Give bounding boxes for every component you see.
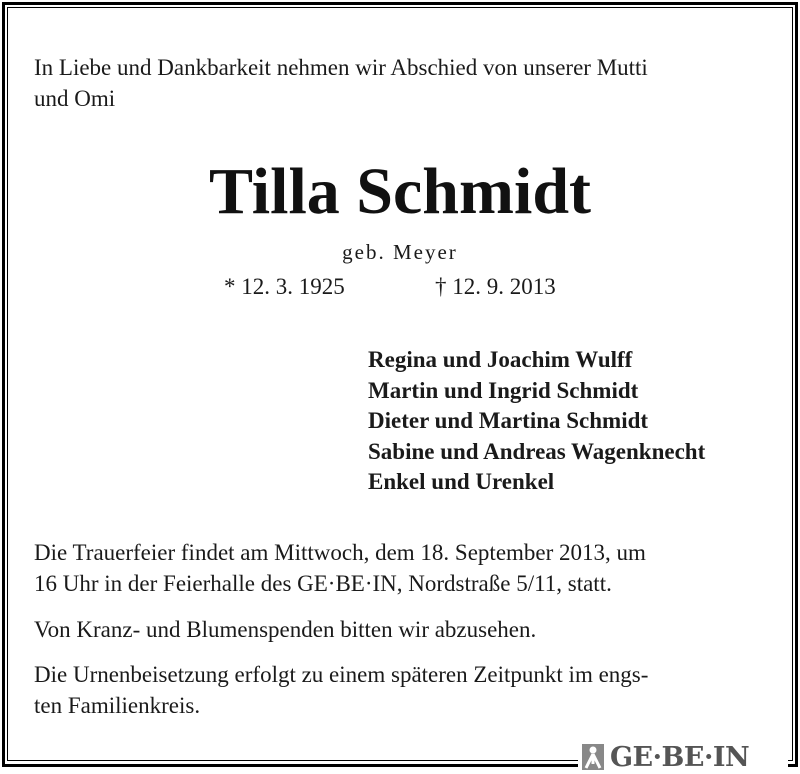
family-member: Dieter und Martina Schmidt — [368, 408, 649, 433]
gebein-logo — [578, 740, 788, 774]
text-line: Die Trauerfeier findet am Mittwoch, dem 18. September 2013, um — [34, 540, 646, 565]
death-date: † 12. 9. 2013 — [435, 274, 556, 299]
border-bottom-left — [2, 764, 578, 767]
deceased-name: Tilla Schmidt — [208, 155, 592, 228]
family-member: Enkel und Urenkel — [368, 469, 555, 494]
intro-line: und Omi — [34, 86, 116, 111]
text-line: ten Familienkreis. — [34, 693, 201, 718]
urn-info — [34, 659, 774, 721]
family-member: Regina und Joachim Wulff — [368, 347, 633, 372]
intro-line: In Liebe und Dankbarkeit nehmen wir Abschied von unserer Mutti — [34, 55, 648, 80]
birth-name: geb. Meyer — [342, 240, 458, 264]
funeral-info — [34, 537, 774, 599]
intro-text — [34, 52, 774, 114]
family-member: Martin und Ingrid Schmidt — [368, 377, 639, 403]
birth-date: * 12. 3. 1925 — [224, 274, 345, 299]
logo-text: GE·BE·IN — [610, 741, 750, 773]
text-line: Die Urnenbeisetzung erfolgt zu einem späteren Zeitpunkt im engs- — [34, 662, 649, 687]
border-bottom-inner-left — [7, 760, 578, 761]
text-line: Von Kranz- und Blumenspenden bitten wir abzusehen. — [34, 617, 537, 642]
flowers-note — [34, 614, 774, 645]
family-list — [368, 345, 705, 498]
family-member: Sabine und Andreas Wagenknecht — [368, 438, 706, 464]
person-figure-icon — [582, 744, 604, 770]
text-line: 16 Uhr in der Feierhalle des GE·BE·IN, Nordstraße 5/11, statt. — [34, 571, 612, 596]
